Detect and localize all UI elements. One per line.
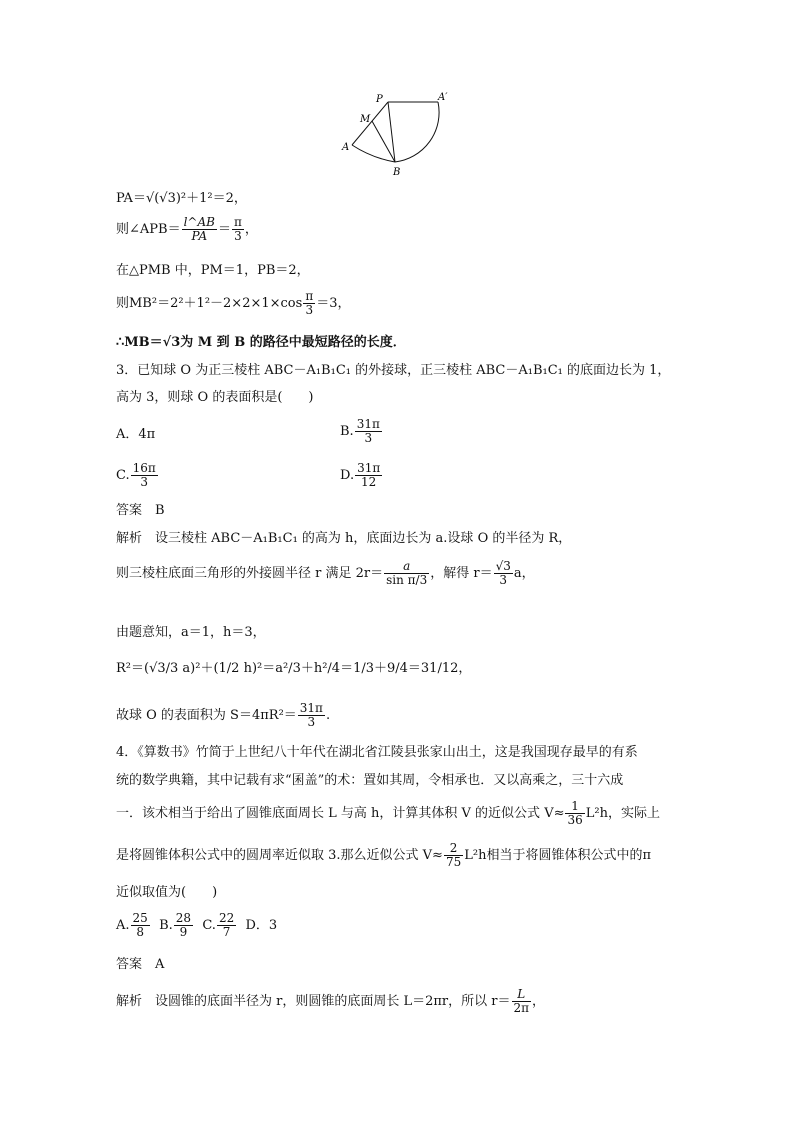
arc-a-b: [352, 145, 395, 162]
q4-stem-line2: 统的数学典籍，其中记载有求“囷盖”的术：置如其周，令相承也．又以高乘之，三十六成: [116, 773, 624, 788]
angle-fraction: $\frac{l\^{}AB}{PA}$: [183, 215, 215, 243]
angle-pi-fraction: $\frac{\pi}{3}$: [234, 215, 242, 243]
line-m-b: [372, 121, 395, 162]
line-conclusion: ∴MB＝√3为 M 到 B 的路径中最短路径的长度．: [116, 335, 406, 350]
q3-answer: 答案 B: [116, 503, 165, 518]
angle-prefix: 则∠APB＝: [116, 222, 181, 237]
q4-options: [116, 912, 277, 939]
q4-answer: 答案 A: [116, 957, 165, 972]
q3-explanation-line1: 解析 设三棱柱 ABC－A₁B₁C₁ 的高为 h，底面边长为 a.设球 O 的半径为 R，: [116, 531, 572, 546]
cos-fraction: $\frac{\pi}{3}$: [305, 289, 314, 317]
q3-explanation-line4: R²＝(√3/3 a)²＋(1/2 h)²＝a²/3＋h²/4＝1/3＋9/4＝31/12，: [116, 661, 472, 676]
q4-stem-line1: 4．《算数书》竹简于上世纪八十年代在湖北省江陵县张家山出土，这是我国现存最早的有系: [116, 745, 638, 760]
label-b: B: [393, 167, 401, 178]
arc-a-prime-b: [395, 102, 439, 162]
q3-option-c: C. $\frac{16\pi}{3}$: [116, 461, 156, 489]
q4-option-d: D．3: [245, 918, 278, 933]
label-p: P: [376, 94, 383, 105]
q3-explanation-line3: 由题意知，a＝1，h＝3，: [116, 625, 266, 640]
label-a: A: [342, 142, 350, 153]
q4-stem-line5: 近似取值为( ): [116, 885, 218, 900]
line-mb: 则MB²＝2²＋1²－2×2×1×cos $\frac{\pi}{3}$ ＝3，: [116, 289, 351, 317]
q4-option-b: B. $\frac{28}{9}$: [159, 911, 192, 939]
label-a-prime: A′: [438, 92, 448, 103]
q3-option-a: A．4π: [116, 427, 156, 442]
q3-option-b: B. $\frac{31\pi}{3}$: [340, 417, 380, 445]
line-pa: PA＝√(√3)²＋1²＝2，: [116, 191, 247, 206]
q4-stem-line3: 一．该术相当于给出了圆锥底面周长 L 与高 h，计算其体积 V 的近似公式 V≈ $\frac{1}{36}$ L²h，实际上: [116, 799, 660, 827]
q3-option-d: D. $\frac{31\pi}{12}$: [340, 461, 381, 489]
label-m: M: [360, 114, 371, 125]
sector-figure: [330, 90, 480, 185]
q4-option-c: C. $\frac{22}{7}$: [202, 911, 235, 939]
q3-explanation-line5: 故球 O 的表面积为 S＝4πR²＝ $\frac{31\pi}{3}$ .: [116, 701, 331, 729]
q3-stem-line1: 3．已知球 O 为正三棱柱 ABC－A₁B₁C₁ 的外接球，正三棱柱 ABC－A₁B₁C₁ 的底面边长为 1，: [116, 363, 671, 378]
q4-option-a: A. $\frac{25}{8}$: [116, 911, 148, 939]
line-p-b: [388, 102, 395, 162]
q3-explanation-line2: 则三棱柱底面三角形的外接圆半径 r 满足 2r＝ $\frac{a}{\text{sin π/3}}$ ，解得 r＝ $\frac{√3}{3}$ a，: [116, 559, 535, 587]
line-triangle: 在△PMB 中，PM＝1，PB＝2，: [116, 263, 310, 278]
q4-stem-line4: 是将圆锥体积公式中的圆周率近似取 3.那么近似公式 V≈ $\frac{2}{75}$ L²h相当于将圆锥体积公式中的π: [116, 841, 651, 869]
line-angle: 则∠APB＝ $\frac{l\^{}AB}{PA}$ ＝ $\frac{\pi}{3}$ ，: [116, 215, 258, 243]
q3-stem-line2: 高为 3，则球 O 的表面积是( ): [116, 390, 314, 405]
q4-explanation-line1: 解析 设圆锥的底面半径为 r，则圆锥的底面周长 L＝2πr，所以 r＝ $\frac{L}{2\pi}$ ，: [116, 987, 546, 1015]
